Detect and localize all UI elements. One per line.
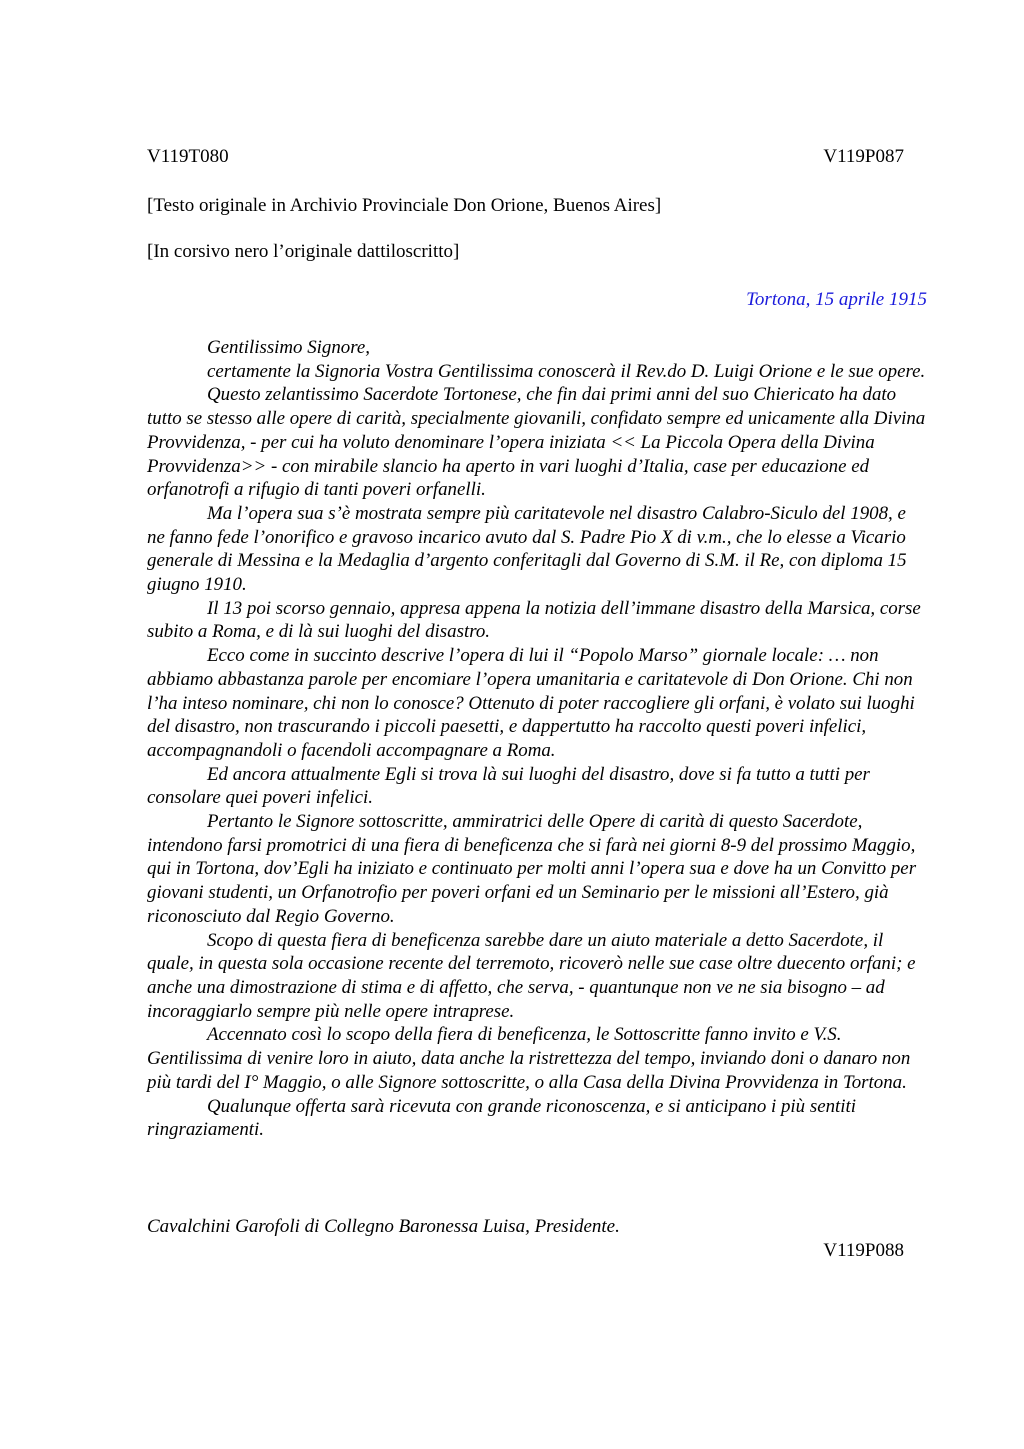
paragraph: Ecco come in succinto descrive l’opera di lui il “Popolo Marso” giornale locale: … non abbiamo abbastanza parole per encomiare l’opera umanitaria e caritatevole di Don Orione. Chi non l’ha inteso nominare, chi non lo conosce? Ottenuto di poter raccogliere gli orfani, è volato sui luoghi del disastro, non trascurando i piccoli paesetti, e dappertutto ha raccolto questi poveri infelici, accompagnandoli o facendoli accompagnare a Roma. (147, 645, 915, 761)
paragraph: Accennato così lo scopo della fiera di beneficenza, le Sottoscritte fanno invito e V.S. Gentilissima di venire loro in aiuto, data anche la ristrettezza del tempo, inviando doni o danaro non più tardi del I° Maggio, o alle Signore sottoscritte, o alla Casa della Divina Provvidenza in Tortona. (147, 1024, 911, 1093)
paragraph: Scopo di questa fiera di beneficenza sarebbe dare un aiuto materiale a detto Sacerdote, il quale, in questa sola occasione recente del terremoto, ricoverò nelle sue case oltre duecento orfani; e anche una dimostrazione di stima e di affetto, che serva, - quantunque non ve ne sia bisogno – ad incoraggiarlo sempre più nelle opere intraprese. (147, 929, 916, 1022)
paragraph: Pertanto le Signore sottoscritte, ammiratrici delle Opere di carità di questo Sacerdote, intendono farsi promotrici di una fiera di beneficenza che si farà nei giorni 8-9 del prossimo Maggio, qui in Tortona, dov’Egli ha iniziato e continuato per molti anni l’opera sua e dove ha un Convitto per giovani studenti, un Orfanotrofio per poveri orfani ed un Seminario per le missioni all’Estero, già riconosciuto dal Regio Governo. (147, 811, 917, 927)
header-left-code: V119T080 (147, 146, 229, 167)
paragraph: Ma l’opera sua s’è mostrata sempre più caritatevole nel disastro Calabro-Siculo del 1908, e ne fanno fede l’onorifico e gravoso incarico avuto dal S. Padre Pio X di v.m., che lo elesse a Vicario generale di Messina e la Medaglia d’argento conferitagli dal Governo di S.M. il Re, con diploma 15 giugno 1910. (147, 502, 907, 596)
salutation: Gentilissimo Signore, (207, 337, 371, 358)
paragraph: Ed ancora attualmente Egli si trova là sui luoghi del disastro, dove si fa tutto a tutti per consolare quei poveri infelici. (147, 763, 870, 809)
paragraph: Il 13 poi scorso gennaio, appresa appena la notizia dell’immane disastro della Marsica, corse subito a Roma, e di là sui luoghi del disastro. (147, 597, 921, 643)
source-note: [Testo originale in Archivio Provinciale Don Orione, Buenos Aires] (147, 195, 662, 216)
letter-date: Tortona, 15 aprile 1915 (746, 289, 927, 310)
paragraph: Questo zelantissimo Sacerdote Tortonese, che fin dai primi anni del suo Chiericato ha dato tutto se stesso alle opere di carità, specialmente giovanili, confidato sempre ed unicamente alla Divina Provvidenza, - per cui ha voluto denominare l’opera iniziata << La Piccola Opera della Divina Provvidenza>> - con mirabile slancio ha aperto in vari luoghi d’Italia, case per educazione ed orfanotrofi a rifugio di tanti poveri orfanelli. (147, 384, 926, 501)
paragraph: Qualunque offerta sarà ricevuta con grande riconoscenza, e si anticipano i più sentiti ringraziamenti. (147, 1095, 857, 1141)
format-note: [In corsivo nero l’originale dattiloscritto] (147, 241, 460, 262)
header-right-code: V119P087 (823, 146, 904, 167)
signature: Cavalchini Garofoli di Collegno Baronessa Luisa, Presidente. (147, 1216, 620, 1237)
paragraph: certamente la Signoria Vostra Gentilissima conoscerà il Rev.do D. Luigi Orione e le sue opere. (207, 360, 926, 382)
footer-page-code: V119P088 (823, 1240, 904, 1261)
letter-body (147, 336, 927, 1142)
